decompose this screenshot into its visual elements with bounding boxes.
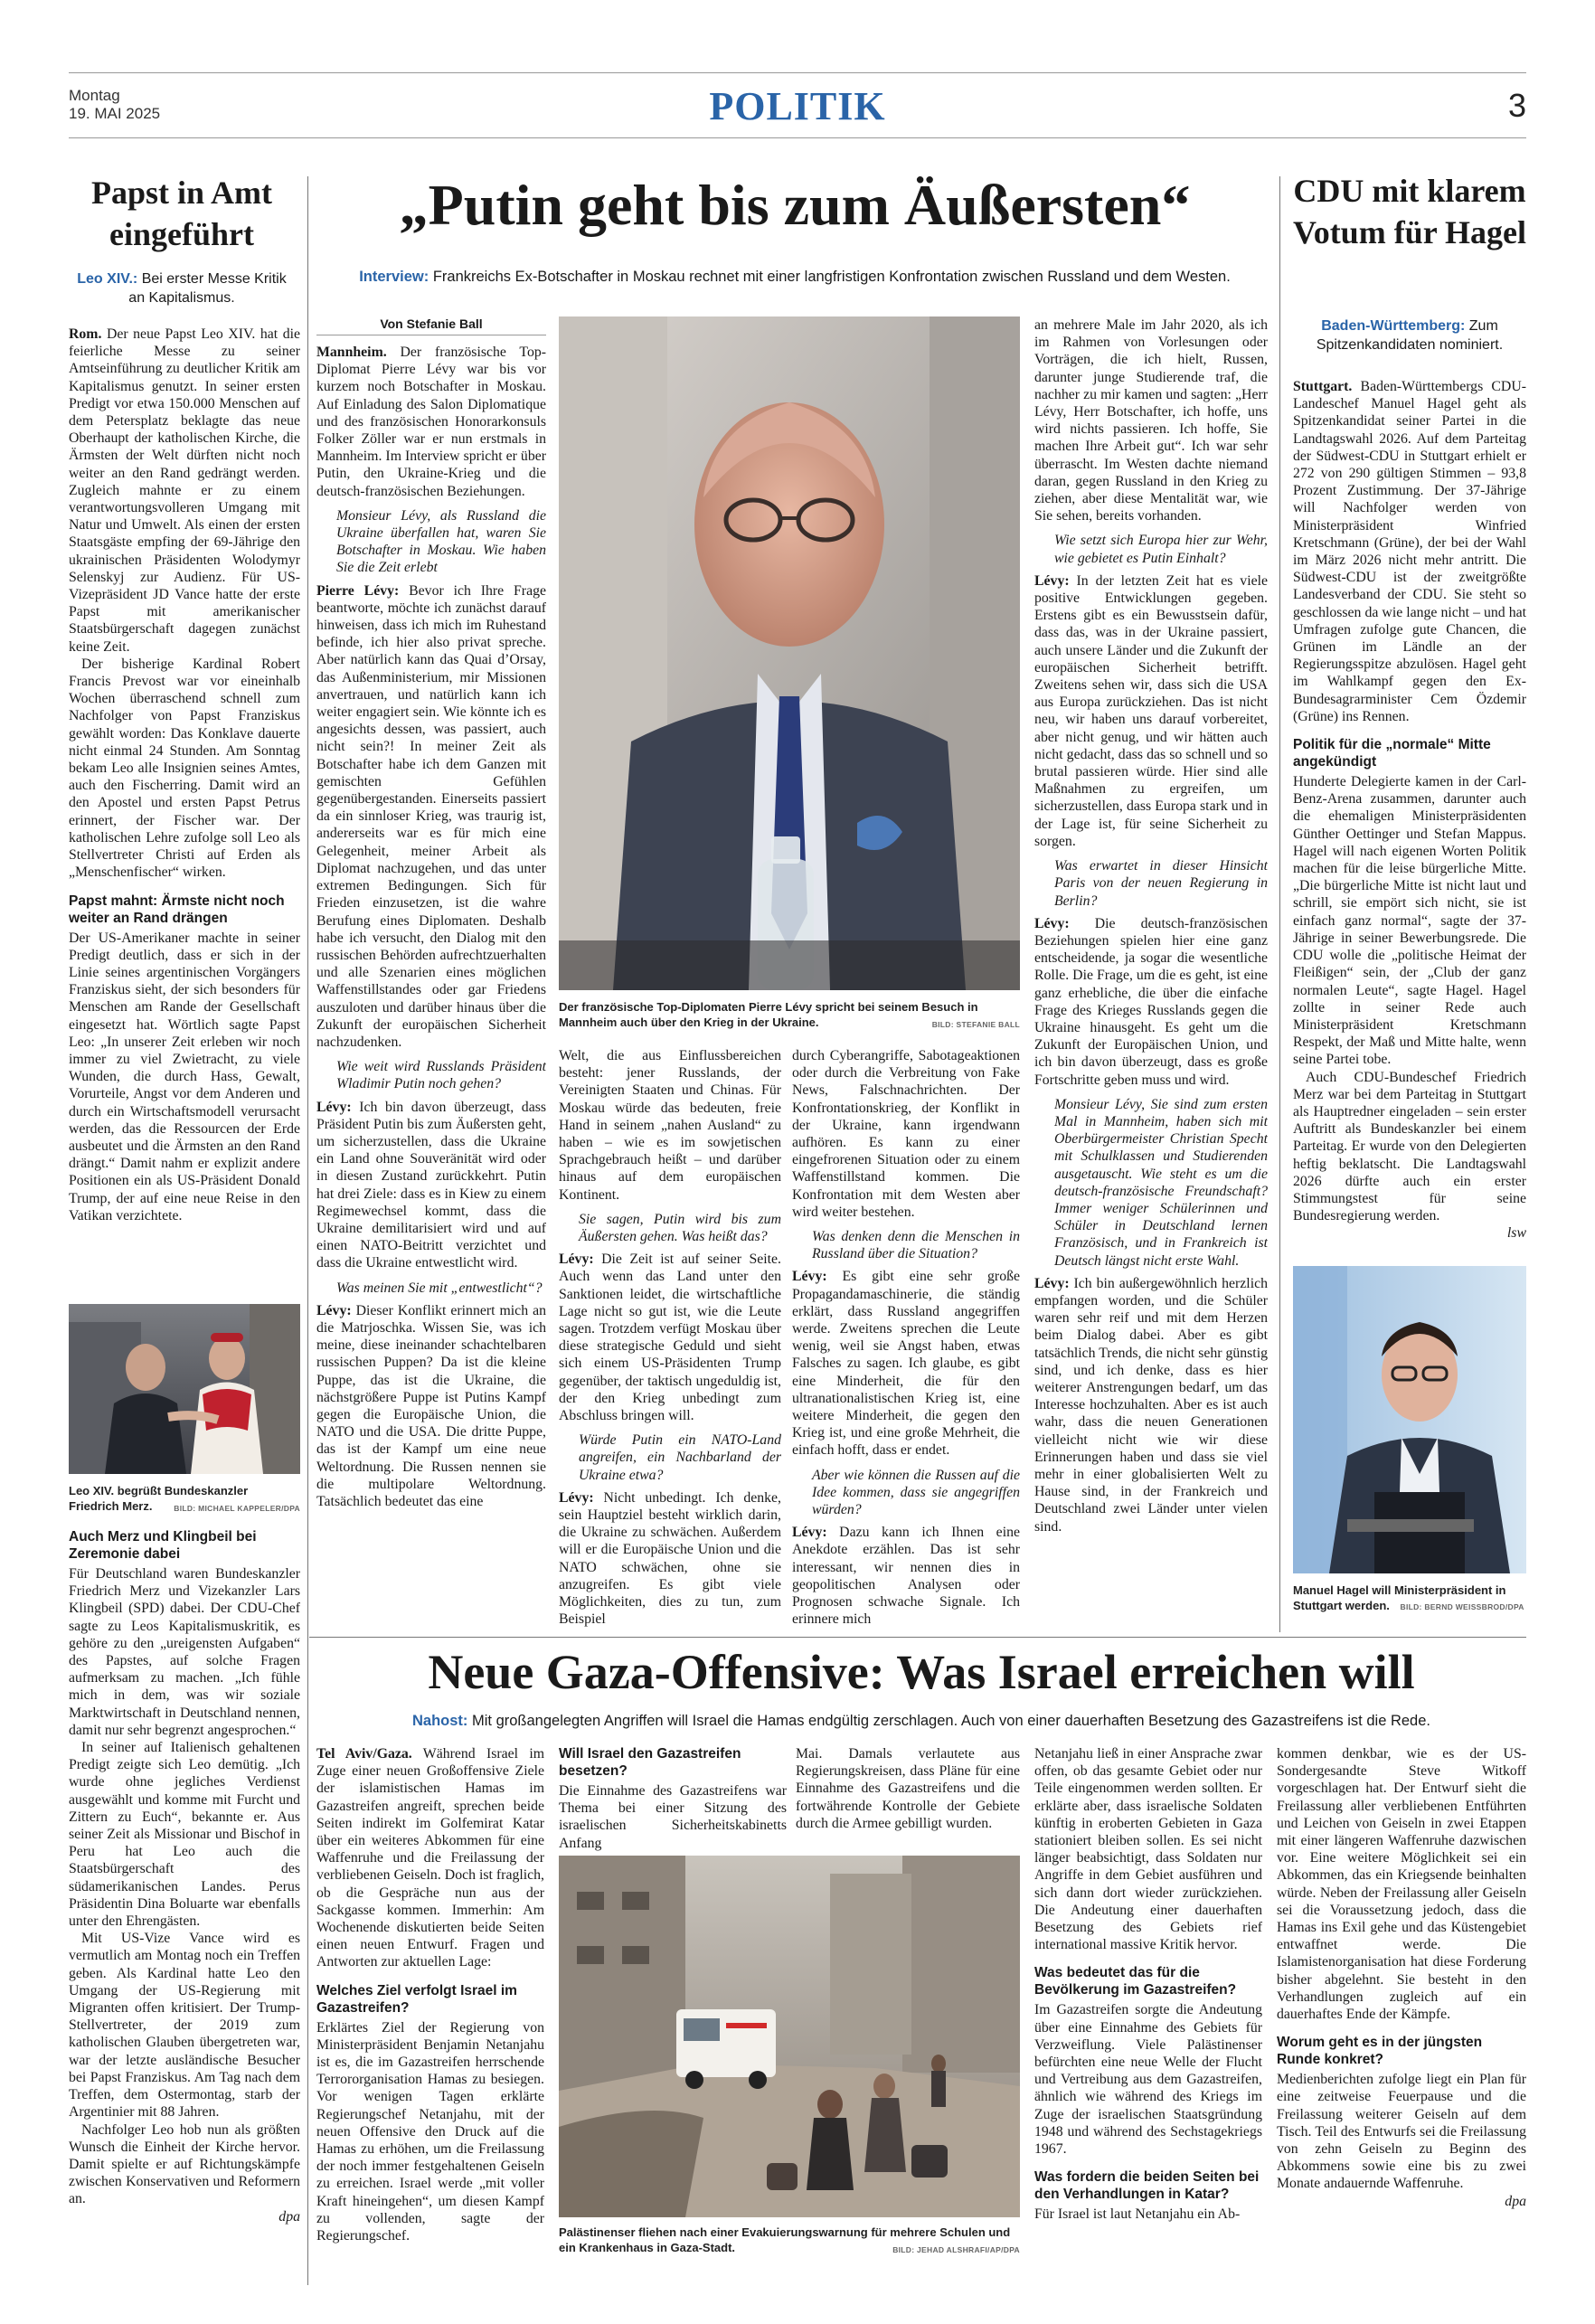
putin-question-10: Monsieur Lévy, Sie sind zum ersten Mal in Mannheim, haben sich mit Oberbürgermeister Christian Specht mit Schulklassen und Studierenden ausgetauscht. Wie steht es um die deutsch-französische Freundschaft? Immer weniger Schülerinnen und Schüler in Deutschland lernen Französisch, und in Frankreich ist Deutsch längst nicht erste Wahl. xyxy=(1054,1096,1268,1269)
putin-question-1: Monsieur Lévy, als Russland die Ukraine überfallen hat, waren Sie Botschafter in Moskau. Wie haben Sie die Zeit erlebt xyxy=(336,507,546,576)
hagel-caption xyxy=(1293,1582,1526,1615)
putin-kicker: Interview: xyxy=(359,269,429,285)
papst-sub: Bei erster Messe Kritik an Kapitalismus. xyxy=(128,271,287,306)
gaza-p4: Netanjahu ließ in einer Ansprache zwar offen, ob das gesamte Gebiet oder nur Teile eingenommen werden sollten. Er erklärte aber, dass israelische Soldaten künftig in eroberten Gebieten in Gaza stationiert bleiben sollen. Es sei nicht länger beabsichtigt, dass Soldaten nur Angriffe in dem Gebiet ausführen und sich dann dort wieder zurückziehen. Die Andeutung einer dauerhaften Besetzung des Gebiets rief international massive Kritik hervor. xyxy=(1034,1746,1262,1953)
gaza-p3b: Mai. Damals verlautete aus Regierungskreisen, dass Pläne für eine Einnahme des Gazastreifens und die fortwährende Kontrolle der Gebiete durch die Armee gebilligt wurden. xyxy=(796,1746,1020,1831)
putin-headline: „Putin geht bis zum Äußersten“ xyxy=(399,173,1191,237)
gaza-top-rule xyxy=(309,1637,1526,1638)
cdu-p3: Auch CDU-Bundeschef Friedrich Merz war bei dem Parteitag in Stuttgart als Hauptredner eingeladen – sein erster Auftritt als Bundeskanzler bei einem Parteitag. Er wurde von den Delegierten heftig beklatscht. Die Landtagswahl 2026 dürfte auch ein erster Stimmungstest für seine Bundesregierung werden. xyxy=(1293,1069,1526,1224)
gaza-subhead xyxy=(316,1712,1526,1731)
putin-speaker-9: Lévy: xyxy=(1034,915,1070,931)
cdu-dateline: Stuttgart. xyxy=(1293,379,1353,394)
gaza-subheading-5: Worum geht es in der jüngsten Runde konkret? xyxy=(1277,2035,1483,2068)
hagel-caption-text: Manuel Hagel will Ministerpräsident in Stuttgart werden. xyxy=(1293,1583,1506,1612)
gaza-photo xyxy=(559,1856,1020,2217)
putin-speaker-8: Lévy: xyxy=(1034,572,1070,589)
cdu-headline: CDU mit klarem Votum für Hagel xyxy=(1293,173,1527,250)
cdu-text xyxy=(1293,378,1526,1264)
gaza-subheading-4: Was fordern die beiden Seiten bei den Verhandlungen in Katar? xyxy=(1034,2169,1260,2203)
putin-question-2: Wie weit wird Russlands Präsident Wladimir Putin noch gehen? xyxy=(336,1059,546,1092)
putin-answer-4: Die Zeit ist auf seiner Seite. Auch wenn das Land unter den Sanktionen leidet, die wirtschaftliche Lage nicht so gut ist, wie die Leute sagen. Trotzdem verfügt Moskau über diese strategische Geduld und sieht sich einem US-Präsidenten Trump gegenüber, der taktisch ungeduldig ist, der den Krieg unbedingt zum Abschluss bringen will. xyxy=(559,1252,781,1424)
putin-answer-9: Die deutsch-französischen Beziehungen spielen hier eine ganz entscheidende, ja sogar die wesentliche Rolle. Die Frage, um die es geht, ist eine ganz erhebliche, die über die einfache Frage des Krieges Russlands gegen die Ukraine hinausgeht. Es geht um die Zukunft der Europäischen Union, und ich bin davon überzeugt, dass es große Fortschritte geben muss und wird. xyxy=(1034,915,1268,1088)
gaza-col4 xyxy=(1034,1745,1262,2288)
papst-subhead xyxy=(69,269,295,307)
papst-text-top xyxy=(69,326,300,1293)
papst-text-bottom xyxy=(69,1528,300,2288)
hagel-image xyxy=(1293,1266,1526,1573)
cdu-p1: Baden-Württembergs CDU-Landeschef Manuel Hagel geht als Spitzenkandidat seiner Partei in die Landtagswahl 2026. Auf dem Parteitag der Südwest-CDU in Stuttgart erhielt er 272 von 290 gültigen Stimmen – 93,8 Prozent Zustimmung. Der 37-Jährige will Nachfolger werden von Ministerpräsident Winfried Kretschmann (Grüne), der bei der Wahl im März 2026 nicht mehr antritt. Die Südwest-CDU ist der zweitgrößte Landesverband der CDU. Sie steht so geschlossen da wie lange nicht – und hat Umfragen zufolge gute Chancen, die Grünen im Ländle an der Regierungsspitze abzulösen. Hagel geht im Wahlkampf gegen den Ex-Bundesagrarminister Cem Özdemir (Grüne) ins Rennen. xyxy=(1293,379,1526,724)
gaza-p2: Erklärtes Ziel der Regierung von Ministerpräsident Benjamin Netanjahu ist es, die im Gazastreifen herrschende Terrororganisation Hamas zu besiegen. Vor wenigen Tagen erklärte Regierungschef Netanjahu, mit der neuen Offensive den Druck auf die Hamas zu erhöhen, um die Freilassung der noch immer festgehaltenen Geiseln zu erreichen. Israel werde „mit voller Kraft hineingehen“, um diesen Kampf zu vollenden, sagte der Regierungschef. xyxy=(316,2019,544,2244)
putin-dateline: Mannheim. xyxy=(316,345,387,360)
putin-question-7: Aber wie können die Russen auf die Idee kommen, dass sie angegriffen würden? xyxy=(812,1467,1020,1518)
putin-col1 xyxy=(316,344,546,1632)
gaza-street-image xyxy=(559,1856,1020,2217)
papst-dateline: Rom. xyxy=(69,326,102,342)
putin-question-3: Was meinen Sie mit „entwestlicht“? xyxy=(336,1280,543,1296)
putin-answer-1: Bevor ich Ihre Frage beantworte, möchte ich zunächst darauf hinweisen, dass ich mich im Ruhestand befinde, ich hier also privat spreche. Aber natürlich kann das Quai d’Orsay, das Außenministerium, mir Missionen anvertrauen, und natürlich kann ich weiter engagiert sein. Wie könnte ich es angesichts dessen, was passiert, auch nicht sein?! In meiner Zeit als Botschafter habe ich dem Ganzen mit gemischten Gefühlen gegenübergestanden. Einerseits passiert da ein sinnloser Krieg, was traurig ist, andererseits war es für mich eine Gelegenheit, meiner Arbeit als Diplomat nachzugehen, und das unter extremen Bedingungen. Sich für Frieden einzusetzen, ist die wahre Berufung eines Diplomaten. Deshalb habe ich versucht, den Dialog mit den russischen Behörden aufrechtzuerhalten und alle Szenarien eines möglichen Waffenstillstandes oder gar Friedens auszuloten und darüber hinaus über die Zukunft der europäischen Sicherheit nachzudenken. xyxy=(316,582,546,1050)
levy-photo-credit: BILD: STEFANIE BALL xyxy=(931,1020,1020,1029)
levy-portrait-image xyxy=(559,316,1020,990)
gaza-subheading-3: Was bedeutet das für die Bevölkerung im Gazastreifen? xyxy=(1034,1965,1237,1998)
gaza-p8: Medienberichten zufolge liegt ein Plan für eine zeitweise Feuerpause und die Freilassung weiterer Geiseln auf dem Tisch. Teil des Entwurfs sei die Freilassung von zehn Geiseln zu Beginn des Abkommens sowie eine bis zu zwei Monate andauernde Waffenruhe. xyxy=(1277,2072,1526,2192)
putin-answer-6: Es gibt eine sehr große Propagandamaschinerie, die ständig erklärt, dass Russland angegriffen werde. Zweitens sprechen die Leute wenig, weil sie Angst haben, etwas Falsches zu sagen. Ich glaube, es gibt eine Minderheit, die für den ultranationalistischen Krieg ist, eine weitere Minderheit, die gegen den Krieg ist, und eine große Mehrheit, die einfach hofft, dass er endet. xyxy=(792,1269,1020,1459)
cdu-agency: lsw xyxy=(1506,1225,1526,1242)
top-rule xyxy=(69,72,1526,73)
putin-answer-10: Ich bin außergewöhnlich herzlich empfangen worden, und die Schüler waren sehr reif und mit dem Herzen beim Dialog dabei. Aber es gibt tatsächlich Trends, die nicht sehr günstig sind, und ich denke, dass es hier weiterer Anstrengungen bedarf, um das Interesse hochzuhalten. Aber es ist auch wahr, dass die neuen Generationen vielleicht nicht wie wir diese Erinnerungen haben und dass sie viel mehr in einer globalisierten Welt zu Hause sind, in der Frankreich und Deutschland zwei Länder unter vielen sind. xyxy=(1034,1275,1268,1535)
putin-question-5: Würde Putin ein NATO-Land angreifen, ein Nachbarland der Ukraine etwa? xyxy=(579,1432,781,1483)
section-title: POLITIK xyxy=(709,84,886,128)
papst-kicker: Leo XIV.: xyxy=(77,271,138,287)
putin-col4-text: an mehrere Male im Jahr 2020, als ich im Rahmen von Vorlesungen oder Vorträgen, die ich hielt, Russen, darunter junge Studierende traf, die nachher zu mir kamen und sagten: „Herr Lévy, Herr Botschafter, ich hoffe, uns wird nichts passieren. Ich hoffe, Sie machen Ihre Arbeit gut“. Ich war sehr überrascht. Im Westen dachte niemand daran, gegen Russland in den Krieg zu ziehen, aber diese Mentalität war, wie Sie sehen, bereits vorhanden. xyxy=(1034,317,1268,524)
putin-question-6: Was denken denn die Menschen in Russland über die Situation? xyxy=(812,1229,1020,1262)
gaza-col5 xyxy=(1277,1745,1526,2288)
putin-speaker-4: Lévy: xyxy=(559,1252,594,1268)
gaza-p6: Für Israel ist laut Netanjahu ein Ab- xyxy=(1034,2206,1241,2223)
gaza-headline: Neue Gaza-Offensive: Was Israel erreichen will xyxy=(428,1645,1415,1699)
papst-caption xyxy=(69,1483,300,1516)
papst-p1: Der neue Papst Leo XIV. hat die feierliche Messe zu seiner Amtseinführung zu deutlicher Kritik am Kapitalismus genutzt. In seiner ersten Predigt vor etwa 150.000 Menschen auf dem Petersplatz beklagte das neue Oberhaupt der katholischen Kirche, die Ärmsten der Welt dürften nicht noch weiter an den Rand gedrängt werden. Zugleich mahnte er zu einem verantwortungsvolleren Umgang mit Natur und Umwelt. Als einen der ersten Staatsgäste empfing der 69-Jährige den ukrainischen Präsidenten Wolodymyr Selenskyj zur Audienz. Für US-Vizepräsident JD Vance hatte der erste Papst mit amerikanischer Staatsbürgerschaft dagegen zunächst keine Zeit. xyxy=(69,326,300,655)
papst-subheading-1: Papst mahnt: Ärmste nicht noch weiter an Rand drängen xyxy=(69,893,285,926)
hagel-photo xyxy=(1293,1266,1526,1573)
papst-p5: In seiner auf Italienisch gehaltenen Predigt zeigte sich Leo demütig. „Ich wurde ohne jegliches Verdienst ausgewählt und komme mit Furcht und Zittern zu Euch“, bekannte er. Aus seiner Zeit als Missionar und Bischof in Peru hat Leo auch die Staatsbürgerschaft des südamerikanischen Landes. Perus Präsidentin Dina Boluarte war ebenfalls unter den Ehrengästen. xyxy=(69,1740,300,1930)
papst-photo-credit: BILD: MICHAEL KAPPELER/DPA xyxy=(174,1504,300,1513)
gaza-sub: Mit großangelegten Angriffen will Israel die Hamas endgültig zerschlagen. Auch von einer dauerhaften Besetzung des Gazastreifens ist die Rede. xyxy=(472,1713,1430,1729)
gaza-p7: kommen denkbar, wie es der US-Sondergesandte Steve Witkoff vorgeschlagen hat. Der Entwurf sieht die Freilassung aller verbliebenen Entführten und Leichen von Geiseln in zwei Etappen mit einer längeren Waffenruhe dazwischen vor. Eine weitere Möglichkeit sei ein Abkommen, das ein Kriegsende beinhalten würde. Neben der Freilassung aller Geiseln sei die Voraussetzung jedoch, dass die Hamas ins Exil gehe und das Küstengebiet entwaffnet werde. Die Islamistenorganisation hat diese Forderung bisher abgelehnt. Sie besteht in den Verhandlungen zugleich auf ein dauerhaftes Ende der Kämpfe. xyxy=(1277,1746,1526,2023)
cdu-subhead xyxy=(1293,316,1526,354)
putin-col4 xyxy=(1034,316,1268,1633)
gaza-col3-top xyxy=(796,1745,1020,1852)
papst-p7: Nachfolger Leo hob nun als größten Wunsch die Einheit der Kirche hervor. Damit spielte er auf Richtungskämpfe zwischen Konservativen und Reformern an. xyxy=(69,2121,300,2207)
gaza-agency: dpa xyxy=(1505,2193,1526,2209)
papst-headline: Papst in Amt eingeführt xyxy=(90,175,273,252)
putin-col2-text: Welt, die aus Einflussbereichen besteht: jener Russlands, der Vereinigten Staaten und Chinas. Für Moskau würde das bedeuten, freie Hand in seinem „nahen Ausland“ zu haben – wie es im sowjetischen Sprachgebrauch heißt – und darüber hinaus auf dem europäischen Kontinent. xyxy=(559,1048,781,1203)
putin-col2 xyxy=(559,1047,781,1633)
levy-caption xyxy=(559,999,1020,1033)
gaza-subheading-1: Welches Ziel verfolgt Israel im Gazastreifen? xyxy=(316,1982,517,2016)
putin-answer-7: Dazu kann ich Ihnen eine Anekdote erzählen. Das ist sehr interessant, wir nennen dies in geopolitischen Analysen oder Prognosen schwache Signale. Ich erinnere mich xyxy=(792,1525,1020,1628)
gaza-p5: Im Gazastreifen sorgte die Andeutung über eine Einnahme des Gebiets für Verzweiflung. Viele Palästinenser befürchten eine neue Welle der Flucht und Vertreibung aus dem Gazastreifen, ähnlich wie während des Kriegs im Zuge der israelischen Staatsgründung 1948 und während des Sechstagekriegs 1967. xyxy=(1034,2002,1262,2158)
putin-speaker-6: Lévy: xyxy=(792,1269,827,1285)
papst-caption-text: Leo XIV. begrüßt Bundeskanzler Friedrich Merz. xyxy=(69,1484,249,1513)
cdu-p2: Hunderte Delegierte kamen in der Carl-Benz-Arena zusammen, darunter auch die ehemaligen Ministerpräsidenten Günther Oettinger und Stefan Mappus. Hagel will nach eigenen Worten Politik machen für die leise bürgerliche Mitte. „Die bürgerliche Mitte ist nicht laut und schrill, sie empört sich nicht, sie ist einfach ganz normal“, sagte der 37-Jährige in seiner Bewerbungsrede. Die CDU wolle die „politische Heimat der Fleißigen“ sein, der „Club der ganz normalen Leute“, sagte Hagel. Hagel zollte in seiner Rede auch Ministerpräsident Kretschmann Respekt, der Maß und Mitte halte, wenn seine Partei tobe. xyxy=(1293,774,1526,1068)
papst-subheading-2: Auch Merz und Klingbeil bei Zeremonie dabei xyxy=(69,1529,257,1562)
gaza-p1: Während Israel im Zuge einer neuen Großoffensive Ziele der islamistischen Hamas im Gazastreifen angreift, sprechen beide Seiten indirekt im Golfemirat Katar über ein weiteres Abkommen für eine Waffenruhe und die Freilassung der verbliebenen Geiseln. Doch ist fraglich, ob die Gespräche nun aus der Sackgasse kommen. Immerhin: Am Wochenende diskutierten beide Seiten einen neuen Entwurf. Fragen und Antworten zur aktuellen Lage: xyxy=(316,1746,544,1970)
putin-answer-5: Nicht unbedingt. Ich denke, sein Hauptziel besteht wirklich darin, die Ukraine zu schwächen. Außerdem will er die Europäische Union und die NATO schwächen, ohne sie anzugreifen. Es gibt viele Möglichkeiten, dies zu tun, zum Beispiel xyxy=(559,1489,781,1628)
gaza-kicker: Nahost: xyxy=(411,1713,468,1729)
putin-question-9: Was erwartet in dieser Hinsicht Paris von der neuen Regierung in Berlin? xyxy=(1054,858,1268,909)
putin-speaker: Pierre Lévy: xyxy=(316,582,400,599)
putin-col3-text: durch Cyberangriffe, Sabotageaktionen oder durch die Verbreitung von Fake News, Falschnachrichten. Der Konfrontationskrieg, der Konflikt in der Ukraine, kann irgendwann aufhören. Es kann zu einer eingefrorenen Situation oder zu einem Waffenstillstand kommen. Die Konfrontation mit dem Westen aber wird weiter bestehen. xyxy=(792,1048,1020,1220)
putin-answer-8: In der letzten Zeit hat es viele positive Entwicklungen gegeben. Erstens gibt es ein Bewusstsein dafür, dass das, was in der Ukraine passiert, auch unsere Länder und die Zukunft der europäischen Sicherheit betrifft. Zweitens sehen wir, dass sich die USA aus Europa zurückziehen. Das ist nicht neu, wir haben uns darauf vorbereitet, aber nicht genug, und wir hätten auch nicht gedacht, dass das so schnell und so brutal passieren würde. Hier sind alle Maßnahmen zu ergreifen, um sicherzustellen, dass Europa stark und in der Lage ist, für seine Sicherheit zu sorgen. xyxy=(1034,572,1268,849)
papst-p3: Der US-Amerikaner machte in seiner Predigt deutlich, dass er sich in der Linie seines argentinischen Vorgängers Franziskus sieht, der sich besonders für Menschen am Rande der Gesellschaft eingesetzt hat. Wörtlich sagte Papst Leo: „In unserer Zeit erleben wir noch immer zu viel Zwietracht, zu viele Wunden, die durch Hass, Gewalt, Vorurteile, Angst vor dem Anderen und durch ein Wirtschaftsmodell verursacht werden, das die Ressourcen der Erde ausbeutet und die Ärmsten an den Rand drängt.“ Damit nahm er explizit andere Positionen ein als US-Präsident Donald Trump, der auf eine neue Reise in den Vatikan verzichtete. xyxy=(69,930,300,1223)
cdu-kicker: Baden-Württemberg: xyxy=(1321,318,1466,334)
header-rule xyxy=(69,137,1526,138)
gaza-p3: Die Einnahme des Gazastreifens war Thema bei einer Sitzung des israelischen Sicherheitskabinetts Anfang xyxy=(559,1783,787,1851)
putin-subhead xyxy=(316,268,1273,287)
col-divider-left xyxy=(307,176,308,2285)
gaza-caption-text: Palästinenser fliehen nach einer Evakuierungswarnung für mehrere Schulen und ein Krankenhaus in Gaza-Stadt. xyxy=(559,2225,1011,2254)
putin-question-4: Sie sagen, Putin wird bis zum Äußersten gehen. Was heißt das? xyxy=(579,1211,781,1245)
putin-answer-2: Ich bin davon überzeugt, dass Präsident Putin bis zum Äußersten geht, um sicherzustellen, dass die Ukraine ein Land ohne Souveränität wird oder in diesen Zustand zurückkehrt. Putin hat drei Ziele: dass es in Kiew zu einem Regimewechsel kommt, dass die Ukraine demilitarisiert wird und auf einen NATO-Beitritt verzichtet und dass die Ukraine entwestlicht wird. xyxy=(316,1099,546,1271)
cdu-sub: Zum Spitzenkandidaten nominiert. xyxy=(1316,318,1504,353)
putin-sub: Frankreichs Ex-Botschafter in Moskau rechnet mit einer langfristigen Konfrontation zwischen Russland und dem Westen. xyxy=(432,269,1231,285)
putin-answer-3: Dieser Konflikt erinnert mich an die Matrjoschka. Wissen Sie, was ich meine, diese ineinander schachtelbaren russischen Puppen? Da ist die kleine Puppe, das ist die Ukraine, die nächstgrößere Puppe ist Putins Kampf gegen die Europäische Union, die NATO und die USA. Die dritte Puppe, das ist der Kampf um eine neue Weltordnung. Die Russen nennen sie die multipolare Weltordnung. Tatsächlich bedeutet das eine xyxy=(316,1302,546,1509)
levy-caption-text: Der französische Top-Diplomaten Pierre Lévy spricht bei seinem Besuch in Mannheim auch über den Krieg in der Ukraine. xyxy=(559,1000,978,1029)
putin-speaker-3: Lévy: xyxy=(316,1302,352,1318)
papst-agency: dpa xyxy=(278,2208,300,2225)
putin-speaker-7: Lévy: xyxy=(792,1525,827,1541)
issue-day: Montag xyxy=(69,87,120,104)
gaza-col2-top xyxy=(559,1745,787,1852)
papst-merz-image xyxy=(69,1304,300,1474)
issue-date: 19. MAI 2025 xyxy=(69,105,161,122)
papst-p4: Für Deutschland waren Bundeskanzler Friedrich Merz und Vizekanzler Lars Klingbeil (SPD) dabei. Der CDU-Chef sagte zu Leos Kapitalismuskritik, es gehöre zu den „ureigensten Aufgaben“ des Papstes, auf solche Fragen aufmerksam zu machen. „Ich fühle mich in dem, was wir soziale Marktwirtschaft in Deutschland nennen, damit nur sehr begrenzt angesprochen.“ xyxy=(69,1566,300,1738)
papst-photo xyxy=(69,1304,300,1474)
putin-byline: Von Stefanie Ball xyxy=(316,316,546,335)
putin-speaker-2: Lévy: xyxy=(316,1099,352,1115)
putin-col3 xyxy=(792,1047,1020,1633)
col-divider-right xyxy=(1279,176,1280,1632)
cdu-subheading-1: Politik für die „normale“ Mitte angekündigt xyxy=(1293,737,1491,770)
gaza-subheading-2: Will Israel den Gazastreifen besetzen? xyxy=(559,1746,741,1779)
putin-speaker-10: Lévy: xyxy=(1034,1275,1070,1291)
gaza-caption xyxy=(559,2225,1020,2258)
papst-p2: Der bisherige Kardinal Robert Francis Prevost war vor eineinhalb Wochen überraschend schnell zum Nachfolger von Papst Franziskus gewählt worden: Das Konklave dauerte nicht einmal 24 Stunden. Am Sonntag bekam Leo alle Insignien seines Amtes, auch den Fischerring. Damit wird an den Apostel und ersten Papst Petrus erinnert, der Fischer war. Der katholischen Lehre zufolge soll Leo als Stellvertreter Christi auf Erden als „Menschenfischer“ wirken. xyxy=(69,656,300,881)
hagel-photo-credit: BILD: BERND WEISSBROD/DPA xyxy=(1400,1602,1524,1611)
putin-speaker-5: Lévy: xyxy=(559,1489,594,1506)
papst-p6: Mit US-Vize Vance wird es vermutlich am Montag noch ein Treffen geben. Als Kardinal hatte Leo den Umgang der US-Regierung mit Migranten offen kritisiert. Der Trump-Stellvertreter, der 2019 zum katholischen Glauben übergetreten war, war der letzte ausländische Besucher bei Papst Franziskus. Am Tag nach dem Treffen, dem Ostermontag, starb der Argentinier mit 88 Jahren. xyxy=(69,1931,300,2121)
page-number: 3 xyxy=(1507,87,1526,124)
gaza-dateline: Tel Aviv/Gaza. xyxy=(316,1746,412,1762)
levy-photo xyxy=(559,316,1020,990)
putin-question-8: Wie setzt sich Europa hier zur Wehr, wie gebietet es Putin Einhalt? xyxy=(1054,533,1268,566)
gaza-col1 xyxy=(316,1745,544,2288)
putin-p1: Der französische Top-Diplomat Pierre Lévy war bis vor kurzem noch Botschafter in Moskau. Auf Einladung des Salon Diplomatique und des französischen Honorarkonsuls Folker Zöller war er nun erstmals in Mannheim. Im Interview spricht er über Putin, den Ukraine-Krieg und die deutsch-französischen Beziehungen. xyxy=(316,345,546,499)
gaza-photo-credit: BILD: JEHAD ALSHRAFI/AP/DPA xyxy=(892,2245,1020,2254)
